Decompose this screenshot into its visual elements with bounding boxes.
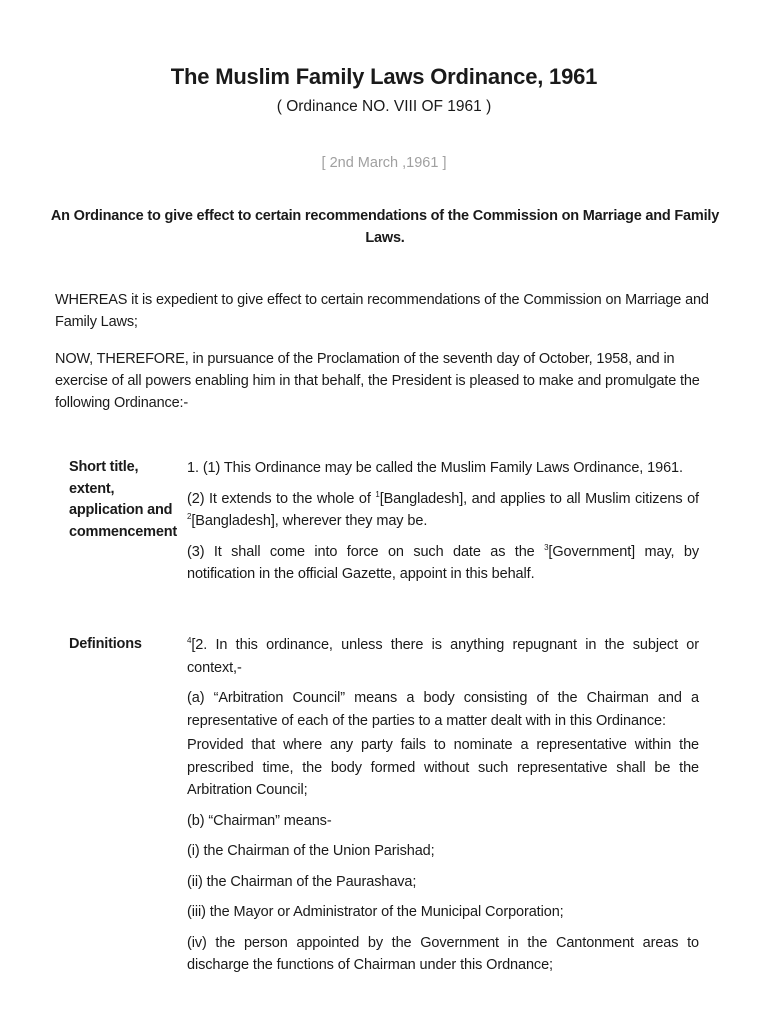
section-1-para-3 <box>187 541 699 586</box>
definition-a: (a) “Arbitration Council” means a body consisting of the Chairman and a representative of each of the parties to a matter dealt with in this Ordinance: <box>187 690 699 729</box>
definition-a-proviso: Provided that where any party fails to nominate a representative within the prescribed time, the body formed without such representative shall be the Arbitration Council; <box>187 737 699 798</box>
ordinance-number: ( Ordinance NO. VIII OF 1961 ) <box>276 98 492 115</box>
para-2-text-a: (2) It extends to the whole of <box>187 490 376 507</box>
footnote-ref-2: 2 <box>187 512 192 522</box>
para-2-text-b: [Bangladesh], and applies to all Muslim citizens of <box>379 490 699 507</box>
definition-b-iv: (iv) the person appointed by the Government in the Cantonment areas to discharge the functions of Chairman under this Ordnance; <box>187 934 699 973</box>
section-2-body <box>187 634 699 985</box>
preamble-whereas: WHEREAS it is expedient to give effect to certain recommendations of the Commission on Marriage and Family Laws; <box>55 292 709 330</box>
footnote-ref-4: 4 <box>187 636 192 646</box>
para-3-text-b: [Government] may, by notification in the official Gazette, appoint in this behalf. <box>187 543 699 582</box>
long-title: An Ordinance to give effect to certain recommendations of the Commission on Marriage and Family Laws. <box>50 208 720 246</box>
footnote-ref-1: 1 <box>375 489 380 499</box>
definition-b: (b) “Chairman” means- <box>187 812 332 829</box>
preamble-now-therefore: NOW, THEREFORE, in pursuance of the Proclamation of the seventh day of October, 1958, and in exercise of all powers enabling him in that behalf, the President is pleased to make and promulgate the following Ordinance:- <box>55 351 700 411</box>
definition-b-i: (i) the Chairman of the Union Parishad; <box>187 843 435 859</box>
para-2-text-c: [Bangladesh], wherever they may be. <box>191 513 428 529</box>
para-3-text-a: (3) It shall come into force on such date as the <box>187 543 545 560</box>
section-2-intro <box>187 634 699 679</box>
footnote-ref-3: 3 <box>544 542 549 552</box>
section-1-body <box>187 457 699 594</box>
section-1-marginal-note: Short title, extent, application and commencement <box>69 459 177 540</box>
section-1-para-2 <box>187 488 699 533</box>
document-title: The Muslim Family Laws Ordinance, 1961 <box>170 64 598 89</box>
section-1-para-1: 1. (1) This Ordinance may be called the Muslim Family Laws Ordinance, 1961. <box>187 460 683 476</box>
enactment-date: [ 2nd March ,1961 ] <box>321 155 447 171</box>
definition-b-iii: (iii) the Mayor or Administrator of the Municipal Corporation; <box>187 904 564 920</box>
definition-b-ii: (ii) the Chairman of the Paurashava; <box>187 873 417 890</box>
section-2-intro-text: [2. In this ordinance, unless there is anything repugnant in the subject or context,- <box>187 637 699 676</box>
section-2-marginal-note: Definitions <box>69 636 142 652</box>
